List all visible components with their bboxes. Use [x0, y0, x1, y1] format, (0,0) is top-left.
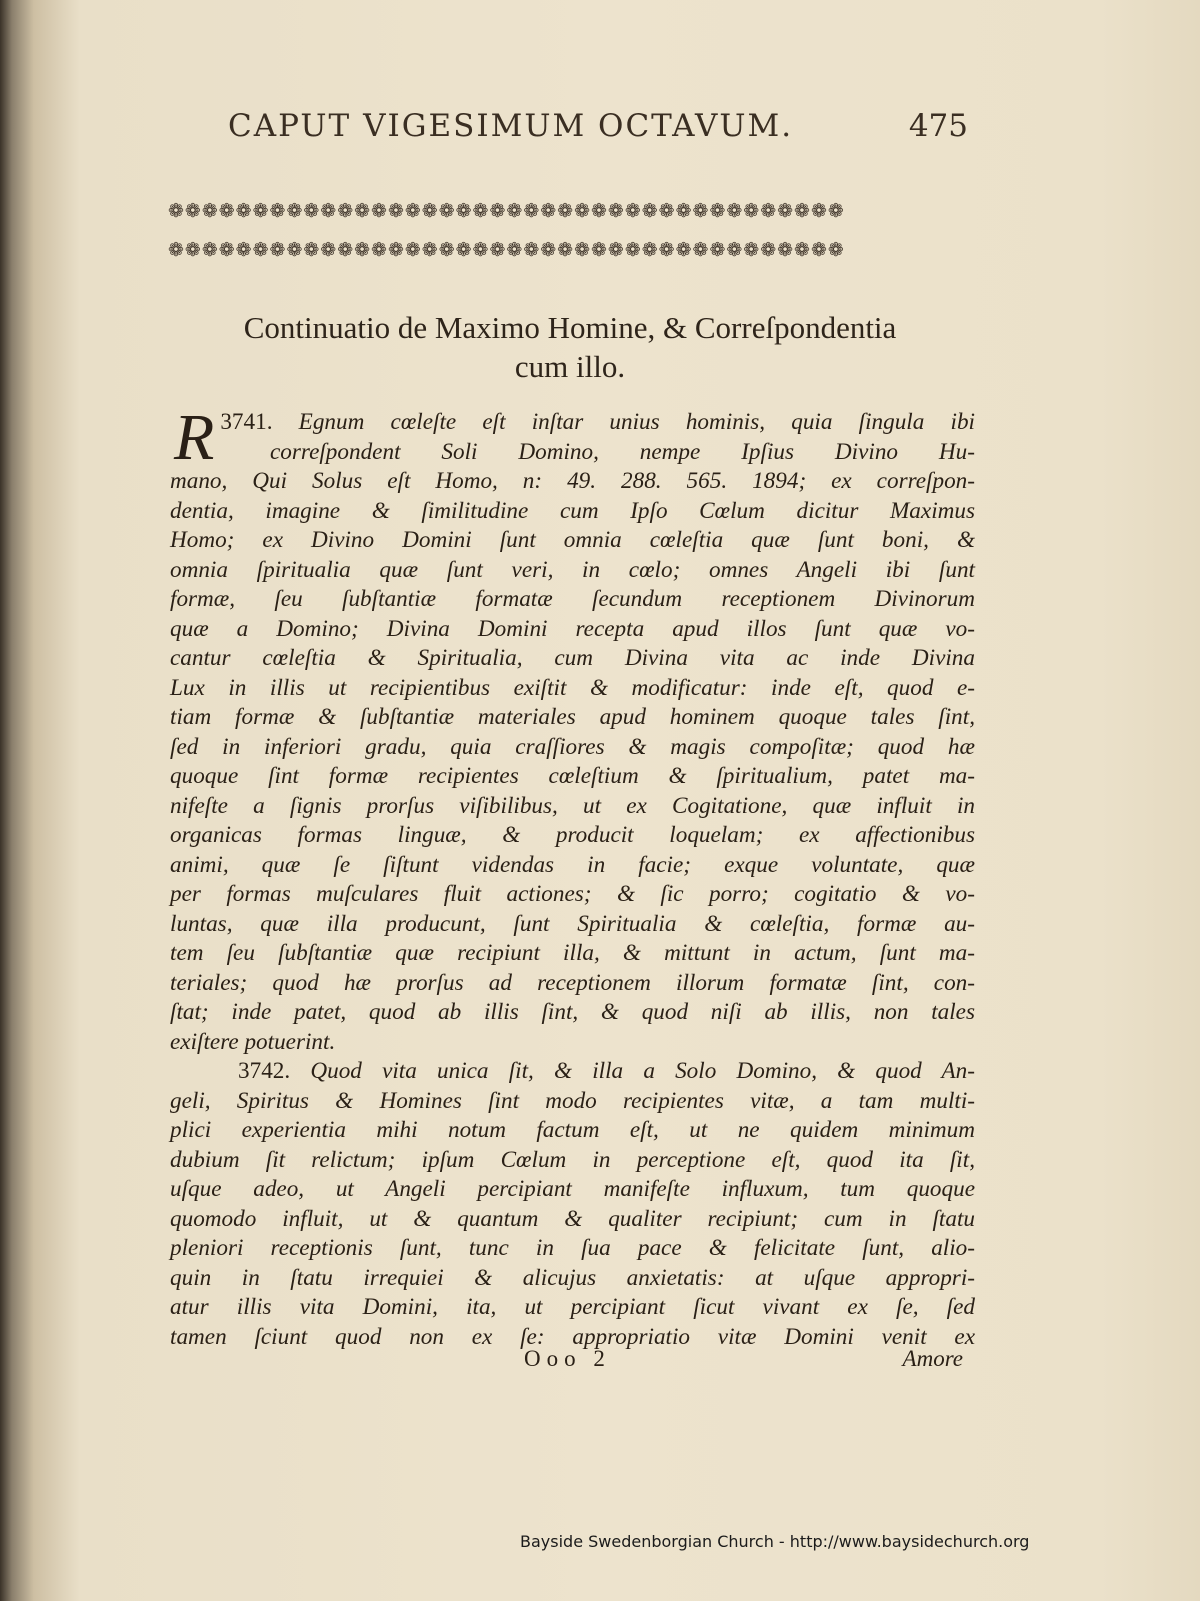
text-line: geli, Spiritus & Homines ſint modo recipientes vitæ, a tam multi- [170, 1087, 975, 1114]
text-line: tiam formæ & ſubſtantiæ materiales apud hominem quoque tales ſint, [170, 704, 975, 730]
text-line: dubium ſit relictum; ipſum Cœlum in perceptione eſt, quod ita ſit, [170, 1146, 975, 1173]
text-line: tem ſeu ſubſtantiæ quæ recipiunt illa, & mittunt in actum, ſunt ma- [170, 940, 975, 966]
text-line: formæ, ſeu ſubſtantiæ formatæ ſecundum receptionem Divinorum [170, 586, 975, 612]
text-line: ſed in inferiori gradu, quia craſſiores & magis compoſitæ; quod hæ [170, 733, 975, 760]
text-line: per formas muſculares fluit actiones; & ſic porro; cogitatio & vo- [170, 881, 975, 907]
chapter-title-line-2: cum illo. [514, 349, 626, 384]
body-text [170, 401, 975, 1352]
text-line: tamen ſciunt quod non ex ſe: appropriatio vitæ Domini venit ex [170, 1323, 975, 1350]
text-line: animi, quæ ſe ſiſtunt videndas in facie; exque voluntate, quæ [170, 851, 975, 878]
text-line: omnia ſpiritualia quæ ſunt veri, in cœlo; omnes Angeli ibi ſunt [170, 556, 975, 583]
text-line: uſque adeo, ut Angeli percipiant manifeſte influxum, tum quoque [170, 1176, 975, 1202]
text-line: exiſtere potuerint. [170, 1028, 336, 1055]
page-number: 475 [908, 108, 968, 144]
text-line: mano, Qui Solus eſt Homo, n: 49. 288. 565. 1894; ex correſpon- [170, 468, 975, 494]
text-line: 3741. R Egnum cœleſte eſt inſtar unius hominis, quia ſingula ibi [174, 401, 975, 474]
text-line: nifeſte a ſignis prorſus viſibilibus, ut ex Cogitatione, quæ influit in [170, 792, 975, 819]
text-line: correſpondent Soli Domino, nempe Ipſius Divino Hu- [270, 438, 975, 465]
text-line: cantur cœleſtia & Spiritualia, cum Divina vita ac inde Divina [170, 645, 975, 671]
text-line: 3742. Quod vita unica ſit, & illa a Solo Domino, & quod An- [238, 1058, 975, 1084]
text-line: Homo; ex Divino Domini ſunt omnia cœleſtia quæ ſunt boni, & [170, 527, 975, 553]
text-line: teriales; quod hæ prorſus ad receptionem illorum formatæ ſint, con- [170, 969, 975, 996]
paragraph-number: 3742. [238, 1058, 291, 1084]
text-line: atur illis vita Domini, ita, ut percipiant ſicut vivant ex ſe, ſed [170, 1294, 975, 1320]
source-watermark: Bayside Swedenborgian Church - http://www.baysidechurch.org [520, 1532, 1030, 1551]
paragraph-3741 [170, 401, 975, 1057]
ornament-band-bottom: ❁❁❁❁❁❁❁❁❁❁❁❁❁❁❁❁❁❁❁❁❁❁❁❁❁❁❁❁❁❁❁❁❁❁❁❁❁❁❁❁ [168, 240, 845, 260]
text-line: ſtat; inde patet, quod ab illis ſint, & quod niſi ab illis, non tales [170, 999, 975, 1025]
running-title: CAPUT VIGESIMUM OCTAVUM. [228, 108, 794, 144]
text-line: Lux in illis ut recipientibus exiſtit & modificatur: inde eſt, quod e- [170, 674, 975, 701]
paragraph-number: 3741. [220, 409, 273, 435]
paragraph-3742 [170, 1057, 975, 1352]
drop-cap: R [174, 401, 215, 474]
text-line: quæ a Domino; Divina Domini recepta apud illos ſunt quæ vo- [170, 615, 975, 642]
text-line: plici experientia mihi notum factum eſt, ut ne quidem minimum [170, 1117, 975, 1143]
text-line: pleniori receptionis ſunt, tunc in ſua pace & felicitate ſunt, alio- [170, 1235, 975, 1261]
text-line: quomodo influit, ut & quantum & qualiter recipiunt; cum in ſtatu [170, 1205, 975, 1232]
page-header [228, 108, 968, 144]
page-footer [170, 1346, 975, 1376]
text-line: luntas, quæ illa producunt, ſunt Spiritualia & cœleſtia, formæ au- [170, 910, 975, 937]
signature-mark: Ooo 2 [524, 1346, 611, 1371]
text-line: quin in ſtatu irrequiei & alicujus anxietatis: at uſque appropri- [170, 1264, 975, 1291]
catchword: Amore [902, 1346, 963, 1371]
chapter-title-line-1: Continuatio de Maximo Homine, & Correſpondentia [243, 310, 897, 345]
ornament-band-top: ❁❁❁❁❁❁❁❁❁❁❁❁❁❁❁❁❁❁❁❁❁❁❁❁❁❁❁❁❁❁❁❁❁❁❁❁❁❁❁❁ [168, 201, 845, 221]
text-line: organicas formas linguæ, & producit loquelam; ex affectionibus [170, 822, 975, 848]
text-line: quoque ſint formæ recipientes cœleſtium & ſpiritualium, patet ma- [170, 763, 975, 789]
chapter-title [180, 308, 960, 386]
text-line: dentia, imagine & ſimilitudine cum Ipſo Cœlum dicitur Maximus [170, 497, 975, 524]
